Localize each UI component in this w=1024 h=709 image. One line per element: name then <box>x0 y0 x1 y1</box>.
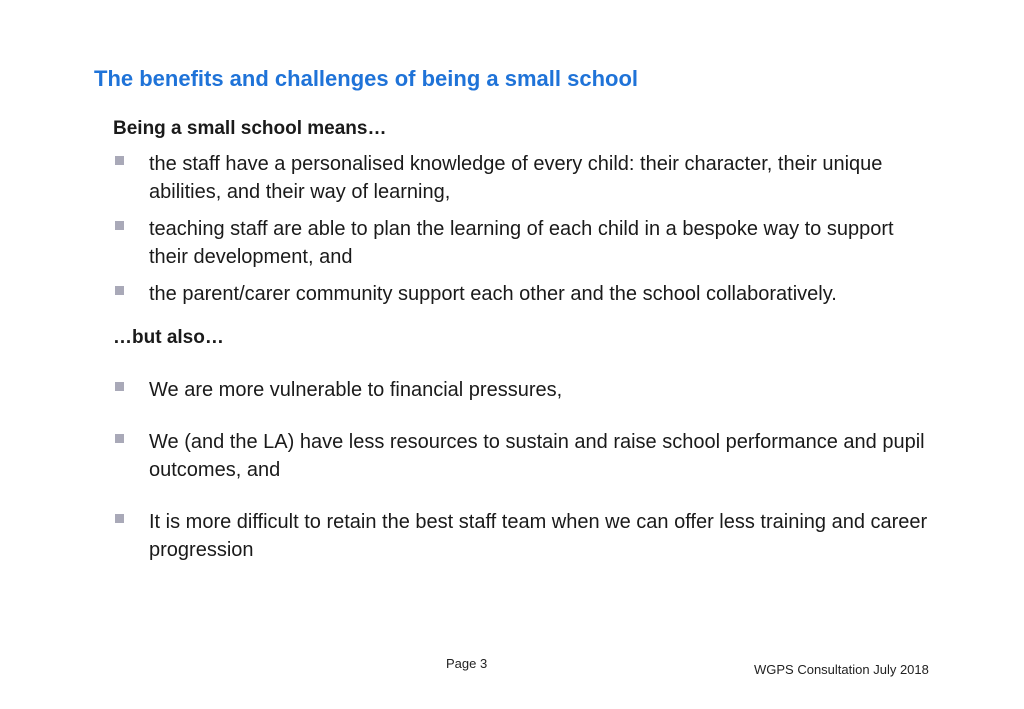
footer-note: WGPS Consultation July 2018 <box>754 662 929 677</box>
bullet-text: It is more difficult to retain the best staff team when we can offer less training and career progression <box>149 511 928 561</box>
section-heading-but-also: …but also… <box>113 327 224 348</box>
page-title: The benefits and challenges of being a small school <box>94 66 639 91</box>
square-bullet-icon <box>115 156 124 165</box>
bullet-text: We are more vulnerable to financial pressures, <box>149 379 563 401</box>
square-bullet-icon <box>115 286 124 295</box>
square-bullet-icon <box>115 514 124 523</box>
section-heading-means: Being a small school means… <box>113 118 387 139</box>
bullet-text: the parent/carer community support each other and the school collaboratively. <box>149 283 837 305</box>
bullet-text: the staff have a personalised knowledge of every child: their character, their unique abilities, and their way of learning, <box>149 153 883 203</box>
bullet-text: teaching staff are able to plan the learning of each child in a bespoke way to support their development, and <box>149 218 894 268</box>
bullet-text: We (and the LA) have less resources to sustain and raise school performance and pupil outcomes, and <box>149 431 925 481</box>
square-bullet-icon <box>115 382 124 391</box>
page-number: Page 3 <box>446 656 488 671</box>
square-bullet-icon <box>115 221 124 230</box>
square-bullet-icon <box>115 434 124 443</box>
